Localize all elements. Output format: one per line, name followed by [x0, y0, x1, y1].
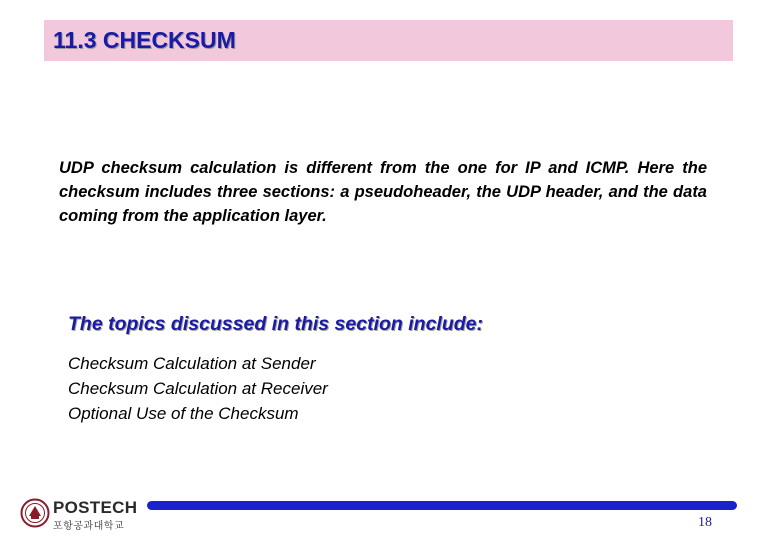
slide-title: 11.3 CHECKSUM: [53, 27, 236, 53]
topics-heading: The topics discussed in this section include:: [68, 313, 483, 335]
title-bar: [44, 20, 733, 61]
intro-paragraph: UDP checksum calculation is different from the one for IP and ICMP. Here the checksum includes three sections: a pseudoheader, the UDP header, and the data coming from the application layer.: [59, 158, 707, 225]
postech-logo: [20, 498, 138, 532]
topic-item: Checksum Calculation at Receiver: [68, 379, 328, 398]
topics-list: [68, 351, 328, 426]
footer-bar: [147, 501, 737, 510]
logo-subtitle: 포항공과대학교: [53, 521, 125, 532]
topic-item: Optional Use of the Checksum: [68, 404, 299, 423]
page-number: 18: [698, 515, 712, 530]
university-emblem-icon: [20, 498, 50, 528]
topic-item: Checksum Calculation at Sender: [68, 354, 316, 373]
logo-name: POSTECH: [53, 498, 138, 517]
